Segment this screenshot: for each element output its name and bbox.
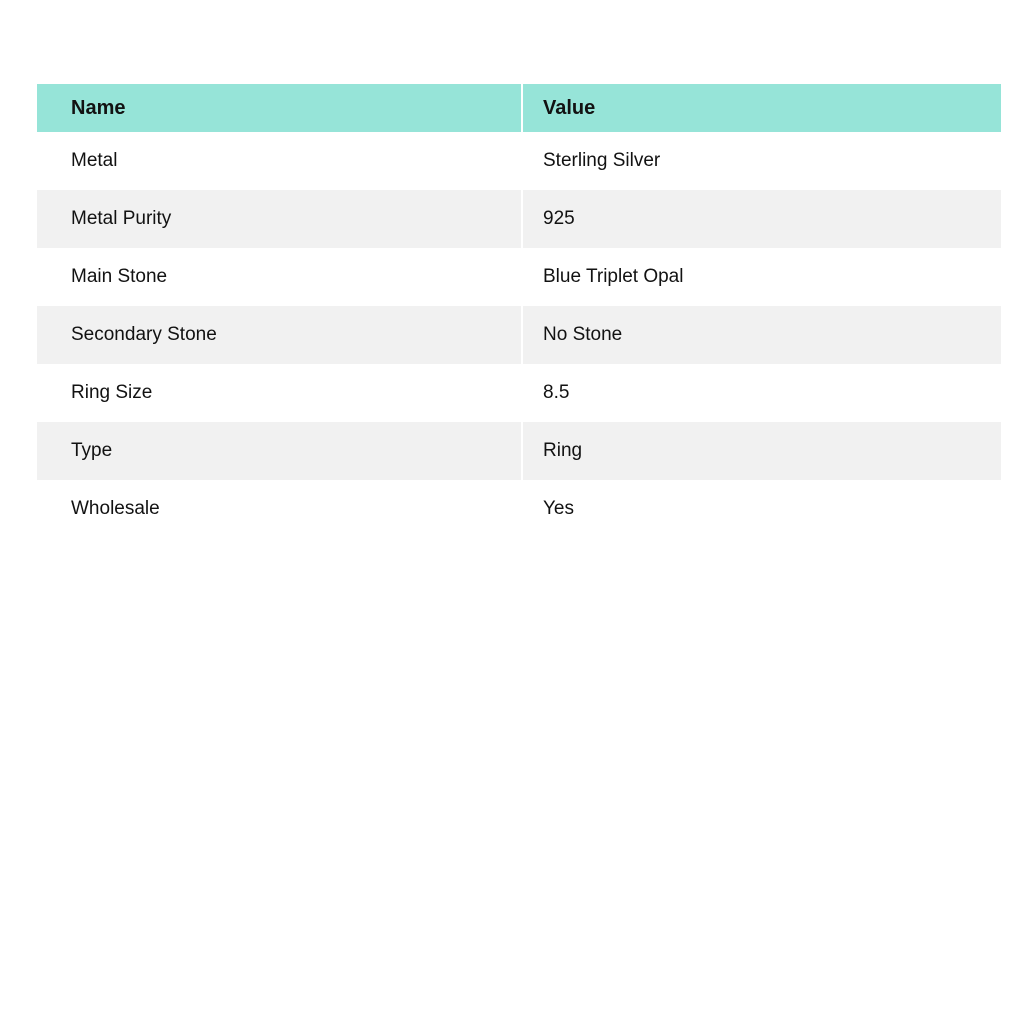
attribute-name-cell: Ring Size — [37, 364, 523, 422]
column-header-name: Name — [37, 84, 523, 132]
attributes-table — [37, 84, 1001, 538]
table-body — [37, 132, 1001, 538]
attribute-value-cell: 925 — [543, 208, 575, 229]
attribute-name-cell: Main Stone — [37, 248, 523, 306]
table-row — [37, 132, 1001, 190]
column-header-value: Value — [543, 96, 596, 119]
table-row — [37, 190, 1001, 248]
attribute-value-cell: 8.5 — [543, 382, 570, 403]
table-row — [37, 364, 1001, 422]
attribute-value-cell: Sterling Silver — [543, 150, 661, 171]
attribute-value-cell: Yes — [543, 498, 574, 519]
attribute-name-cell: Type — [37, 422, 523, 480]
attribute-name-cell: Metal Purity — [37, 190, 523, 248]
table-header-row — [37, 84, 1001, 132]
attribute-value-cell: Blue Triplet Opal — [543, 266, 684, 287]
table-row — [37, 422, 1001, 480]
table-row — [37, 480, 1001, 538]
table-row — [37, 248, 1001, 306]
table-row — [37, 306, 1001, 364]
attribute-name-cell: Wholesale — [37, 480, 523, 538]
attribute-value-cell: Ring — [543, 440, 583, 461]
attribute-name-cell: Metal — [37, 132, 523, 190]
attribute-value-cell: No Stone — [543, 324, 623, 345]
attribute-name-cell: Secondary Stone — [37, 306, 523, 364]
